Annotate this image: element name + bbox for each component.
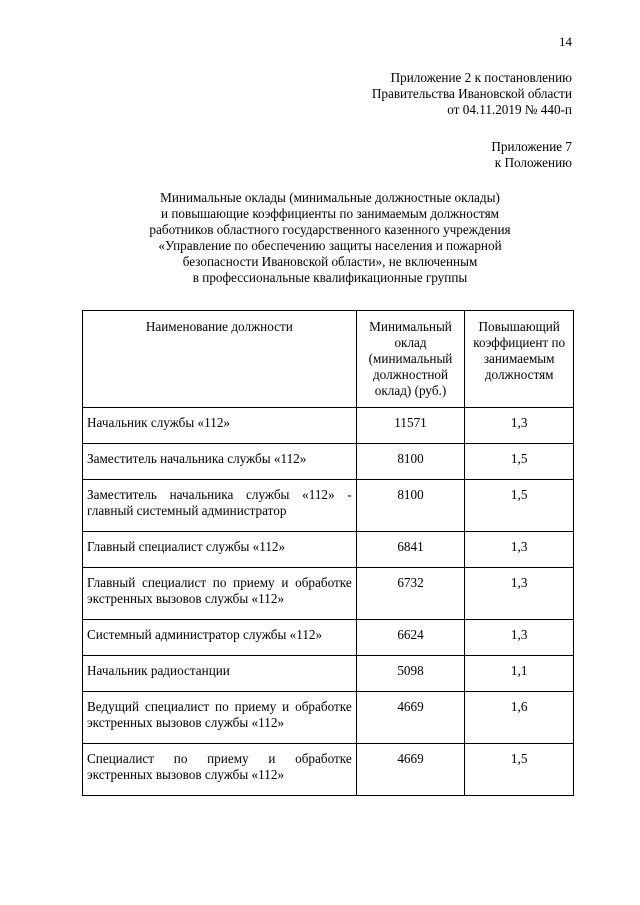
table-row: [83, 620, 574, 656]
table-row: [83, 744, 574, 796]
coefficient-cell: 1,5: [465, 744, 574, 796]
coefficient-cell: 1,3: [465, 620, 574, 656]
table-row: [83, 480, 574, 532]
title-line: Минимальные оклады (минимальные должностные оклады): [160, 190, 500, 205]
appendix-sub-reference: [491, 139, 572, 171]
table-row: [83, 656, 574, 692]
coefficient-cell: 1,6: [465, 692, 574, 744]
appendix-line: от 04.11.2019 № 440-п: [447, 102, 572, 117]
salary-cell: 6841: [356, 532, 465, 568]
position-name-cell: Начальник службы «112»: [83, 408, 357, 444]
position-name-cell: Начальник радиостанции: [83, 656, 357, 692]
appendix-line: Приложение 2 к постановлению: [390, 70, 572, 85]
salary-cell: 8100: [356, 444, 465, 480]
salary-table: [82, 310, 574, 796]
coefficient-cell: 1,3: [465, 532, 574, 568]
salary-cell: 5098: [356, 656, 465, 692]
table-header-row: [83, 311, 574, 408]
document-title: [80, 190, 580, 286]
table-row: [83, 692, 574, 744]
position-name-cell: Специалист по приему и обработке экстренных вызовов службы «112»: [83, 744, 357, 796]
header-min-salary: Минимальный оклад (минимальный должностной оклад) (руб.): [356, 311, 465, 408]
salary-cell: 8100: [356, 480, 465, 532]
page-number: 14: [559, 34, 572, 49]
coefficient-cell: 1,3: [465, 408, 574, 444]
title-line: безопасности Ивановской области», не включенным: [182, 254, 478, 269]
appendix-sub-line: Приложение 7: [491, 139, 572, 154]
coefficient-cell: 1,5: [465, 444, 574, 480]
appendix-sub-line: к Положению: [494, 155, 572, 170]
coefficient-cell: 1,5: [465, 480, 574, 532]
position-name-cell: Системный администратор службы «112»: [83, 620, 357, 656]
position-name-cell: Заместитель начальника службы «112»: [83, 444, 357, 480]
title-line: в профессиональные квалификационные группы: [192, 270, 468, 285]
coefficient-cell: 1,3: [465, 568, 574, 620]
salary-cell: 6732: [356, 568, 465, 620]
salary-cell: 4669: [356, 744, 465, 796]
table-row: [83, 408, 574, 444]
header-coefficient: Повышающий коэффициент по занимаемым должностям: [465, 311, 574, 408]
title-line: «Управление по обеспечению защиты населения и пожарной: [158, 238, 502, 253]
position-name-cell: Главный специалист службы «112»: [83, 532, 357, 568]
table-row: [83, 444, 574, 480]
table-row: [83, 532, 574, 568]
salary-cell: 6624: [356, 620, 465, 656]
position-name-cell: Заместитель начальника службы «112» - главный системный администратор: [83, 480, 357, 532]
coefficient-cell: 1,1: [465, 656, 574, 692]
table-row: [83, 568, 574, 620]
appendix-reference: [372, 70, 572, 118]
position-name-cell: Ведущий специалист по приему и обработке экстренных вызовов службы «112»: [83, 692, 357, 744]
position-name-cell: Главный специалист по приему и обработке экстренных вызовов службы «112»: [83, 568, 357, 620]
appendix-line: Правительства Ивановской области: [371, 86, 572, 101]
salary-cell: 11571: [356, 408, 465, 444]
title-line: и повышающие коэффициенты по занимаемым должностям: [161, 206, 499, 221]
title-line: работников областного государственного казенного учреждения: [149, 222, 511, 237]
salary-cell: 4669: [356, 692, 465, 744]
header-position-name: Наименование должности: [83, 311, 357, 408]
